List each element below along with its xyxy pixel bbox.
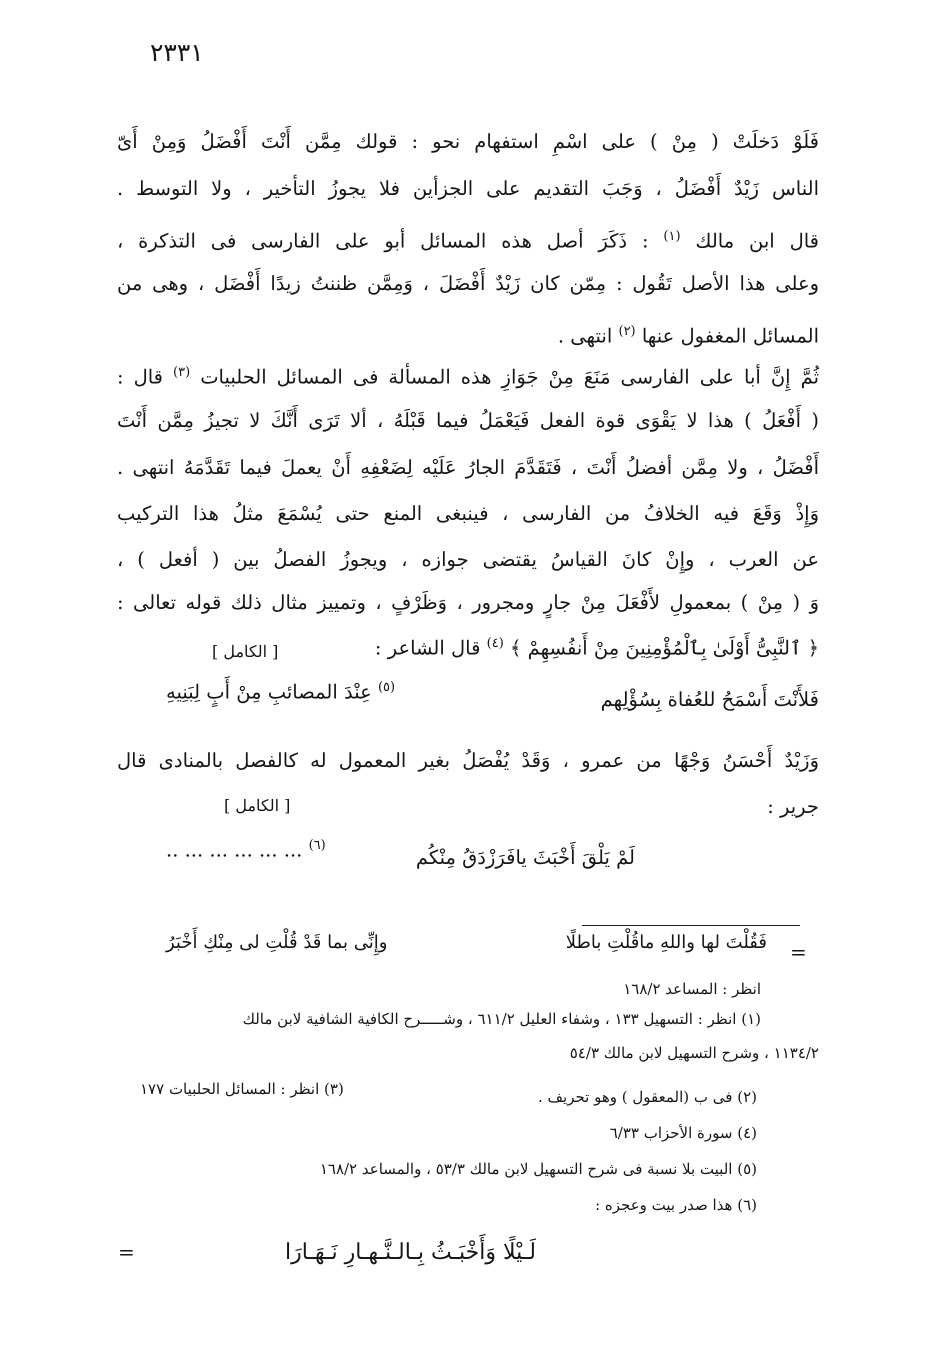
footnote-marker-6: (٦) — [308, 838, 326, 853]
poet-intro: قال الشاعر : — [374, 636, 481, 660]
footnote-verse-first: فَقُلْتَ لها واللهِ ماقُلْتِ باطلًا — [565, 932, 767, 953]
footnote-marker-4: (٤) — [486, 636, 504, 651]
footnote-6: (٦) هذا صدر بيت وعجزه : — [595, 1196, 757, 1214]
text-span: المسائل المغفول عنها — [641, 324, 819, 348]
body-line-2: الناس زَيْدٌ أَفْضَلُ ، وَجَبَ التقديم على الجزأين فلا يجوزُ التأخير ، ولا التوسط . — [117, 177, 819, 200]
footnote-separator — [582, 925, 800, 926]
body-line-5 — [117, 316, 819, 353]
footnote-3: (٣) انظر : المسائل الحلبيات ١٧٧ — [140, 1080, 344, 1098]
body-line-1: فَلَوْ دَخلَتْ ( مِنْ ) على اسْمِ استفهام نحو : قولك مِمَّن أَنْتَ أَفْضَلُ وَمِنْ أَىّ — [117, 130, 819, 153]
verse-2-second-hemistich — [166, 838, 326, 862]
body-line-7: ( أَفْعَلُ ) هذا لا يَقْوَى قوة الفعل فَيَعْمَلُ فيما قَبْلَهُ ، ألا تَرَى أَنَّكَ لا تجيزُ مِمَّن أَنْتَ — [117, 409, 819, 432]
bottom-verse: لَـيْلًا وَأَخْبَـثُ بِـالـنَّـهـارِ نَـهَـارَا — [285, 1240, 536, 1265]
body-line-8: أَفْضَلُ ، ولا مِمَّن أفضلُ أَنْتَ ، فَتَقَدَّمَ الجارُ عَلَيْه لِضَعْفِهِ أَنْ يعملَ فيما تَقَدَّمَهُ انتهى . — [117, 456, 819, 479]
text-span: عِنْدَ المصائبِ مِنْ أَبٍ لِبَنِيهِ — [166, 680, 372, 704]
body-line-3 — [117, 221, 819, 258]
quran-verse — [375, 636, 819, 660]
meter-label-1: [ الكامل ] — [212, 642, 279, 661]
body-line-10: عن العرب ، وإِنْ كانَ القياسُ يقتضى جوازه ، ويجوزُ الفصلُ بين ( أفعل ) ، — [117, 548, 819, 571]
text-span: ثُمَّ إِنَّ أبا على الفارسى مَنَعَ مِنْ جَوَازِ هذه المسألة فى المسائل الحلبيات — [200, 365, 819, 389]
text-span: : ذَكَرَ أصل هذه المسائل أبو على الفارسى فى التذكرة ، — [117, 229, 649, 253]
quran-text: ﴿ ٱلنَّبِىُّ أَوْلَىٰ بِٱلْمُؤْمِنِينَ مِنْ أَنفُسِهِمْ ﴾ — [509, 636, 819, 660]
text-span: انتهى . — [557, 324, 613, 348]
footnote-4: (٤) سورة الأحزاب ٦/٣٣ — [609, 1124, 757, 1142]
footnote-1b: ١١٣٤/٢ ، وشرح التسهيل لابن مالك ٥٤/٣ — [569, 1044, 819, 1062]
footnote-verse-second: وإِنِّى بما قَدْ قُلْتِ لى مِنْكِ أَخْبَرُ — [166, 932, 388, 953]
verse-1-first-hemistich: فَلأَنْتَ أَسْمَحُ للعُفاة بِسُؤْلِهم — [600, 688, 819, 711]
body-line-13: جرير : — [767, 795, 819, 818]
body-line-11: وَ ( مِنْ ) بمعمولِ لأَفْعَلَ مِنْ جارٍ ومجرور ، وَظَرْفٍ ، وتمييز مثال ذلك قوله تعالى : — [117, 591, 819, 614]
body-line-9: وَإِذْ وَقَعَ فيه الخلافُ من الفارسى ، فينبغى المنع حتى يُسْمَعَ مثلُ هذا التركيب — [117, 502, 819, 525]
footnote-marker-5: (٥) — [377, 680, 396, 695]
continues-mark: = — [118, 1240, 135, 1264]
footnote-marker-3: (٣) — [173, 365, 191, 380]
body-line-6 — [117, 357, 819, 394]
text-span: قال ابن مالك — [695, 229, 819, 253]
verse-2-first-hemistich: لَمْ يَلْقَ أَخْبَثَ يافَرَزْدَقُ مِنْكُم — [415, 846, 635, 869]
text-span: ... ... ... ... ... .. — [166, 838, 303, 862]
footnote-5: (٥) البيت بلا نسبة فى شرح التسهيل لابن مالك ٥٣/٣ ، والمساعد ١٦٨/٢ — [319, 1160, 757, 1178]
continuation-mark: = — [790, 940, 807, 964]
text-span: قال : — [117, 365, 164, 389]
footnote-marker-1: (١) — [663, 229, 681, 244]
footnote-continuation: انظر : المساعد ١٦٨/٢ — [623, 980, 761, 998]
body-line-4: وعلى هذا الأصل تَقُول : مِمّن كان زَيْدٌ أَفْضَلَ ، وَمِمَّن ظننتُ زيدًا أَفْضَل ، وهى من — [117, 272, 819, 295]
meter-label-2: [ الكامل ] — [224, 796, 291, 815]
page-number: ٢٣٣١ — [150, 38, 204, 67]
verse-1-second-hemistich — [166, 680, 395, 704]
footnote-1a: (١) انظر : التسهيل ١٣٣ ، وشفاء العليل ٦١١/٢ ، وشـــــرح الكافية الشافية لابن مالك — [242, 1010, 761, 1028]
body-line-12: وَزَيْدٌ أَحْسَنُ وَجْهًا من عمرو ، وَقَدْ يُفْصَلُ بغير المعمول له كالفصل بالمنادى قال — [117, 749, 819, 772]
footnote-marker-2: (٢) — [618, 324, 636, 339]
footnote-2: (٢) فى ب (المعقول ) وهو تحريف . — [537, 1088, 757, 1106]
